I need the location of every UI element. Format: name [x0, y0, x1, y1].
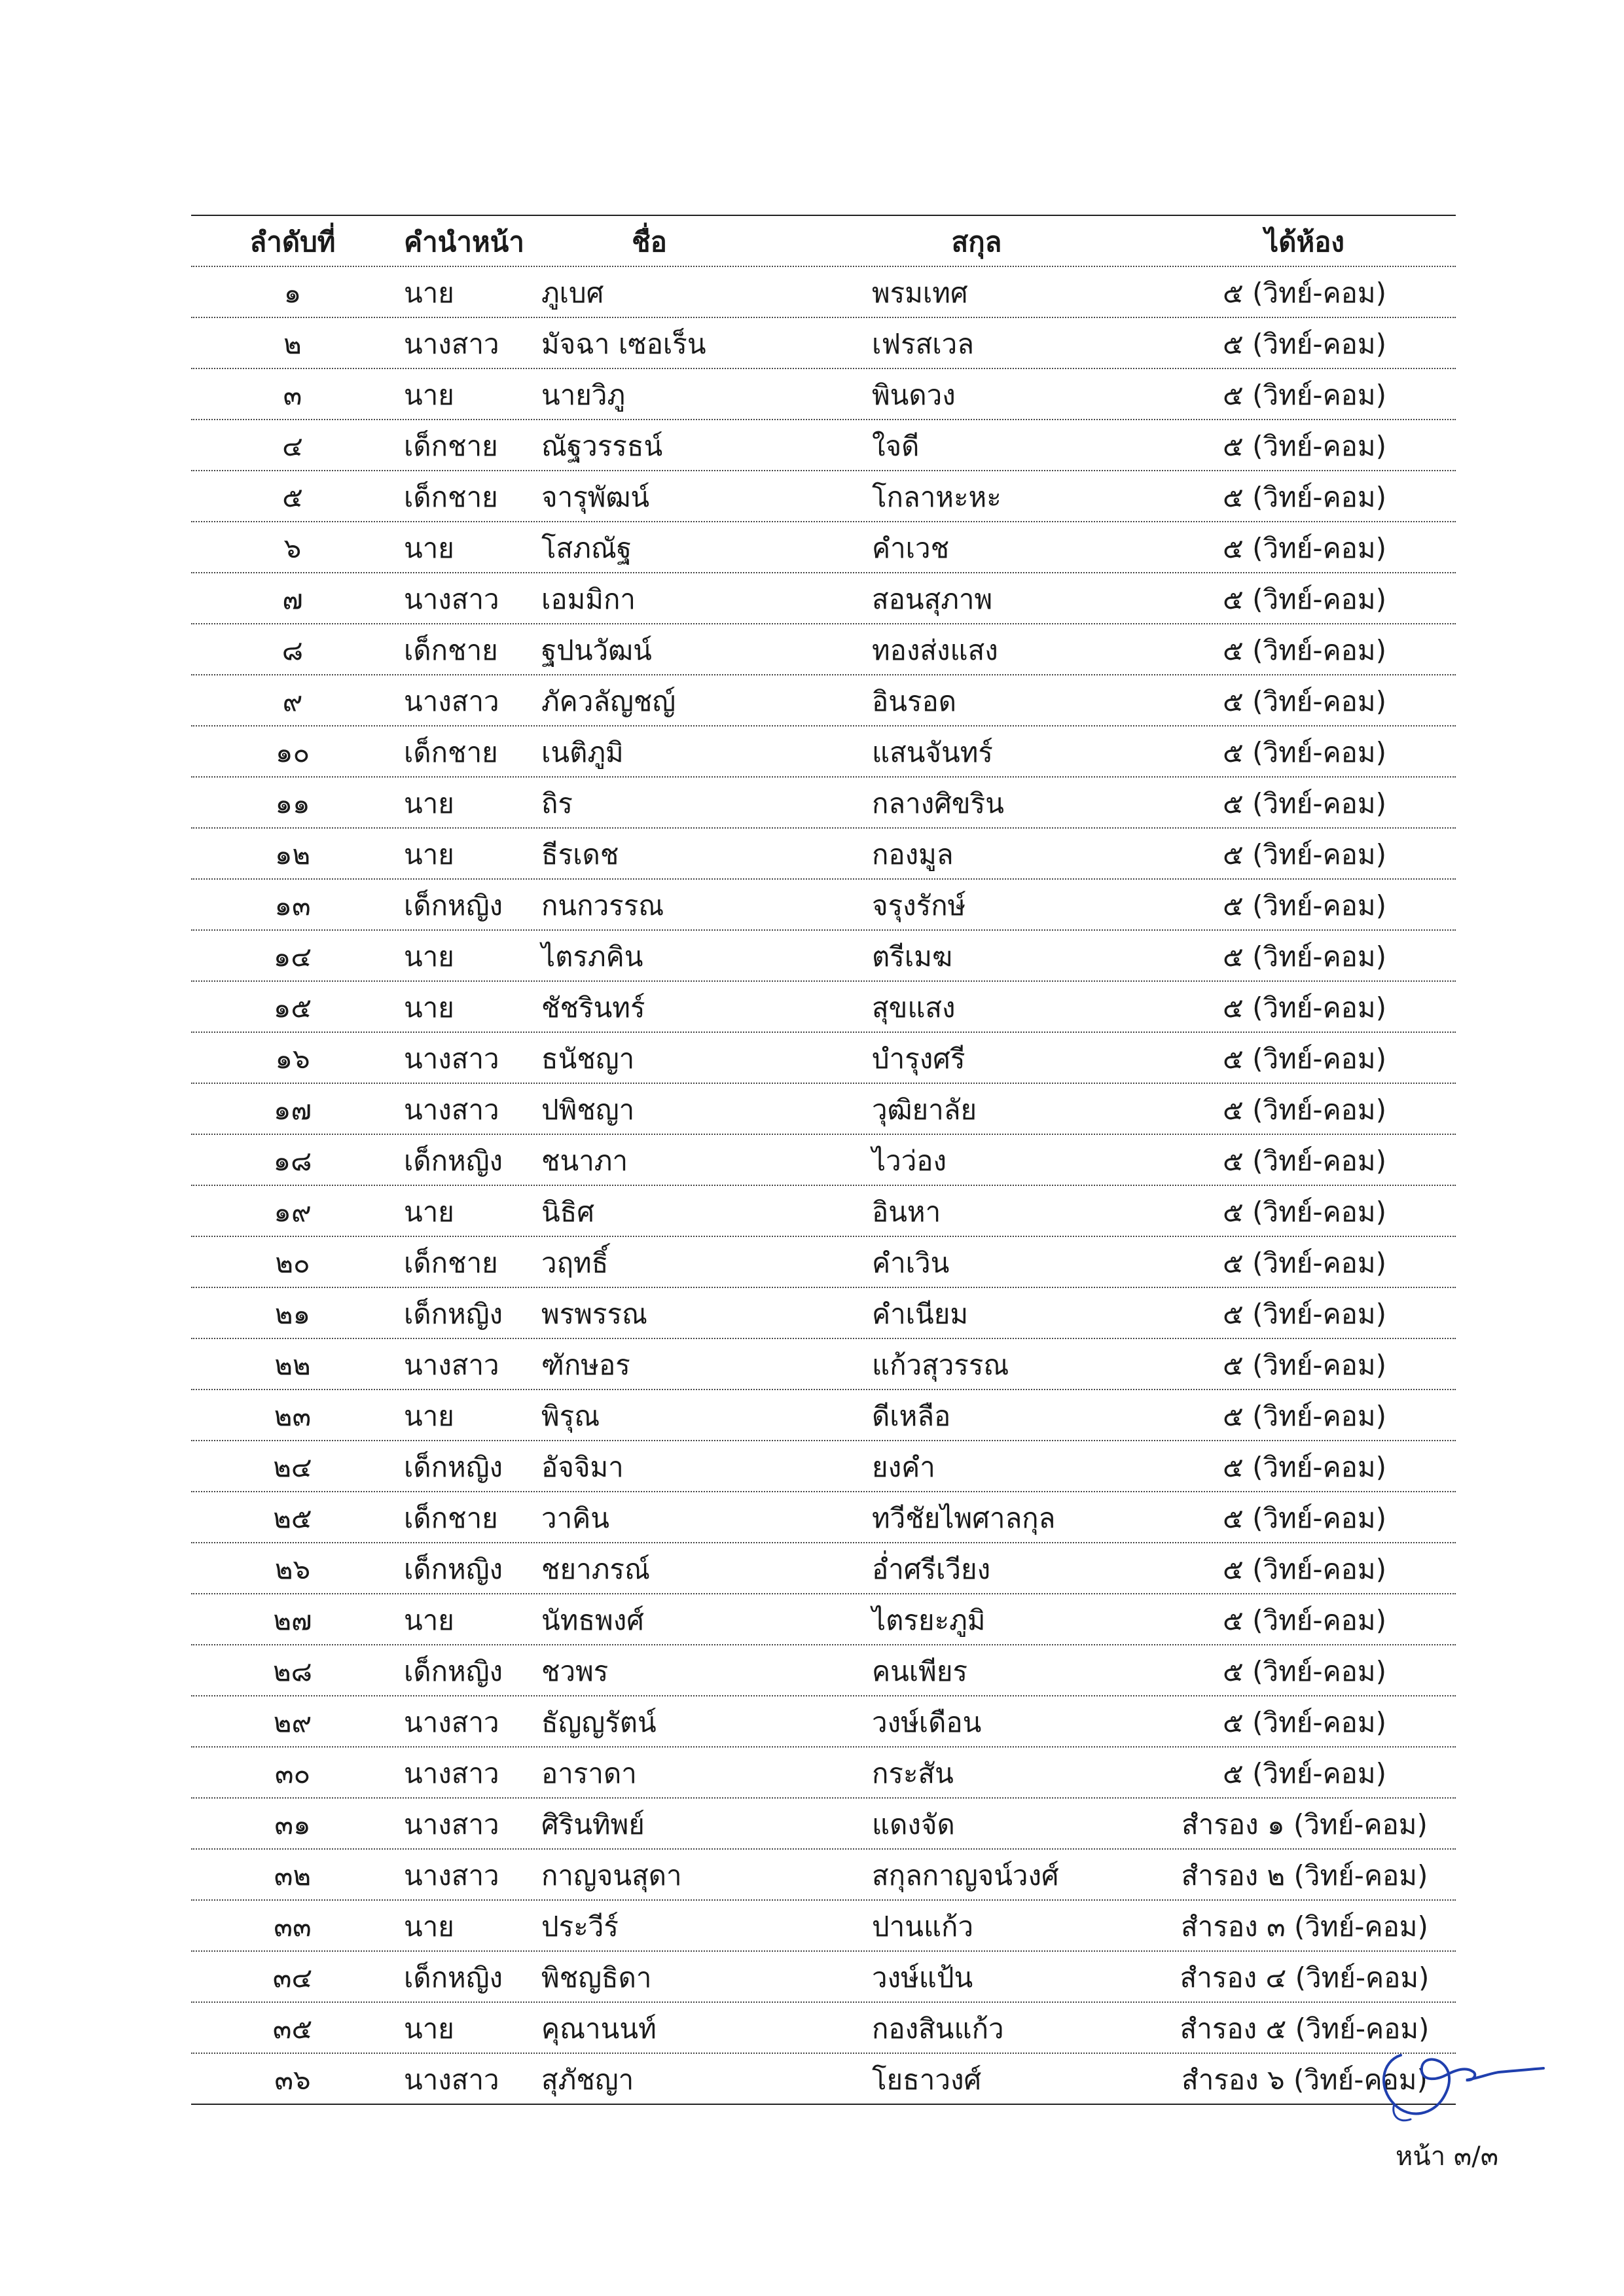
row-last-name: วงษ์เดือน	[872, 1706, 982, 1739]
row-first-name: วฤทธิ์	[541, 1247, 609, 1280]
row-first-name: ธนัชญา	[541, 1043, 635, 1075]
row-first-name: ฑักษอร	[541, 1349, 630, 1382]
row-first-name: มัจฉา เซอเร็น	[541, 328, 706, 361]
row-prefix: นาย	[404, 532, 454, 565]
row-first-name: โสภณัฐ	[541, 532, 632, 565]
row-room: ๕ (วิทย์-คอม)	[1223, 736, 1386, 769]
table-row	[191, 778, 1456, 829]
table-row	[191, 1339, 1456, 1390]
row-room: ๕ (วิทย์-คอม)	[1223, 1757, 1386, 1790]
table-row	[191, 1288, 1456, 1339]
table-row	[191, 1645, 1456, 1696]
table-row	[191, 726, 1456, 778]
row-last-name: คนเพียร	[872, 1655, 968, 1688]
row-prefix: นางสาว	[404, 328, 499, 361]
row-room: สำรอง ๒ (วิทย์-คอม)	[1181, 1859, 1428, 1892]
row-prefix: นาย	[404, 787, 454, 820]
row-prefix: เด็กหญิง	[404, 889, 503, 922]
table-row	[191, 1696, 1456, 1748]
row-room: ๕ (วิทย์-คอม)	[1223, 1502, 1386, 1535]
row-first-name: อัจจิมา	[541, 1451, 624, 1484]
row-prefix: เด็กหญิง	[404, 1298, 503, 1331]
row-prefix: เด็กหญิง	[404, 1655, 503, 1688]
row-index: ๑๑	[275, 787, 310, 820]
signature-mark	[1375, 2042, 1545, 2134]
table-row	[191, 1390, 1456, 1441]
table-row	[191, 1952, 1456, 2003]
row-room: ๕ (วิทย์-คอม)	[1223, 1349, 1386, 1382]
row-room: ๕ (วิทย์-คอม)	[1223, 634, 1386, 667]
row-first-name: ชวพร	[541, 1655, 609, 1688]
row-index: ๑๘	[273, 1145, 312, 1177]
row-last-name: อินหา	[872, 1196, 941, 1229]
row-last-name: ตรีเมฆ	[872, 941, 953, 973]
row-last-name: สุขแสง	[872, 992, 956, 1024]
row-last-name: สกุลกาญจน์วงศ์	[872, 1859, 1059, 1892]
row-last-name: วงษ์แป้น	[872, 1962, 973, 1994]
row-room: ๕ (วิทย์-คอม)	[1223, 379, 1386, 412]
row-prefix: นาย	[404, 277, 454, 310]
table-row	[191, 1135, 1456, 1186]
row-last-name: อ่ำศรีเวียง	[872, 1553, 991, 1586]
row-index: ๖	[283, 532, 302, 565]
row-first-name: ชัชรินทร์	[541, 992, 645, 1024]
row-first-name: ปพิชญา	[541, 1094, 635, 1126]
row-last-name: กระสัน	[872, 1757, 954, 1790]
row-prefix: นางสาว	[404, 583, 499, 616]
row-index: ๑๓	[274, 889, 311, 922]
row-prefix: นางสาว	[404, 685, 499, 718]
row-prefix: เด็กชาย	[404, 634, 498, 667]
row-prefix: เด็กชาย	[404, 1502, 498, 1535]
row-index: ๕	[282, 481, 303, 514]
row-last-name: คำเวช	[872, 532, 950, 565]
row-prefix: นางสาว	[404, 1094, 499, 1126]
row-index: ๓๓	[274, 1910, 312, 1943]
table-row	[191, 1799, 1456, 1850]
row-prefix: นางสาว	[404, 1706, 499, 1739]
table-row	[191, 573, 1456, 624]
row-first-name: ประวีร์	[541, 1910, 619, 1943]
table-row	[191, 1237, 1456, 1288]
row-index: ๒๙	[273, 1706, 312, 1739]
table-row	[191, 1084, 1456, 1135]
row-prefix: นาย	[404, 1910, 454, 1943]
student-room-table	[191, 215, 1456, 2105]
row-last-name: คำเนียม	[872, 1298, 969, 1331]
row-prefix: เด็กหญิง	[404, 1451, 503, 1484]
table-row	[191, 1594, 1456, 1645]
row-index: ๓๐	[274, 1757, 311, 1790]
row-prefix: นาย	[404, 1196, 454, 1229]
row-room: ๕ (วิทย์-คอม)	[1223, 328, 1386, 361]
row-last-name: แสนจันทร์	[872, 736, 993, 769]
row-last-name: พินดวง	[872, 379, 956, 412]
row-last-name: ไวว่อง	[872, 1145, 947, 1177]
row-index: ๒๒	[274, 1349, 311, 1382]
row-index: ๑๒	[274, 838, 311, 871]
row-prefix: เด็กชาย	[404, 481, 498, 514]
row-prefix: เด็กหญิง	[404, 1145, 503, 1177]
row-room: ๕ (วิทย์-คอม)	[1223, 1706, 1386, 1739]
table-row	[191, 624, 1456, 675]
row-prefix: เด็กหญิง	[404, 1553, 503, 1586]
row-first-name: นัทธพงศ์	[541, 1604, 644, 1637]
table-row	[191, 522, 1456, 573]
row-room: สำรอง ๕ (วิทย์-คอม)	[1180, 2013, 1430, 2045]
header-room: ได้ห้อง	[1265, 226, 1344, 259]
row-room: ๕ (วิทย์-คอม)	[1223, 992, 1386, 1024]
row-room: ๕ (วิทย์-คอม)	[1223, 277, 1386, 310]
row-prefix: นาย	[404, 992, 454, 1024]
table-row	[191, 675, 1456, 726]
row-last-name: ปานแก้ว	[872, 1910, 974, 1943]
row-last-name: อินรอด	[872, 685, 956, 718]
row-index: ๑๙	[274, 1196, 312, 1229]
row-room: ๕ (วิทย์-คอม)	[1223, 1655, 1386, 1688]
row-last-name: จรุงรักษ์	[872, 889, 966, 922]
table-row	[191, 267, 1456, 318]
row-first-name: ถิร	[541, 787, 573, 820]
row-index: ๘	[281, 634, 304, 667]
row-first-name: ชนาภา	[541, 1145, 628, 1177]
row-index: ๑๖	[275, 1043, 310, 1075]
row-first-name: คุณานนท์	[541, 2013, 657, 2045]
table-row	[191, 880, 1456, 931]
row-index: ๙	[282, 685, 303, 718]
table-row	[191, 1186, 1456, 1237]
row-last-name: ไตรยะภูมิ	[872, 1604, 986, 1637]
row-first-name: กนกวรรณ	[541, 889, 664, 922]
row-first-name: อาราดา	[541, 1757, 637, 1790]
row-last-name: ยงคำ	[872, 1451, 935, 1484]
row-room: ๕ (วิทย์-คอม)	[1223, 838, 1386, 871]
row-index: ๓๒	[274, 1859, 312, 1892]
table-row	[191, 1543, 1456, 1594]
row-room: ๕ (วิทย์-คอม)	[1223, 1400, 1386, 1433]
row-room: สำรอง ๔ (วิทย์-คอม)	[1180, 1962, 1430, 1994]
row-last-name: สอนสุภาพ	[872, 583, 993, 616]
table-row	[191, 1850, 1456, 1901]
row-first-name: พิรุณ	[541, 1400, 600, 1433]
table-row	[191, 318, 1456, 369]
table-row	[191, 829, 1456, 880]
row-prefix: นาย	[404, 1400, 454, 1433]
table-row	[191, 1492, 1456, 1543]
row-first-name: พรพรรณ	[541, 1298, 648, 1331]
row-prefix: นางสาว	[404, 1808, 499, 1841]
row-index: ๒๖	[274, 1553, 311, 1586]
row-prefix: นางสาว	[404, 1859, 499, 1892]
row-first-name: เนติภูมิ	[541, 736, 624, 769]
table-row	[191, 1748, 1456, 1799]
row-first-name: ธัญญรัตน์	[541, 1706, 657, 1739]
row-index: ๑๐	[275, 736, 310, 769]
row-first-name: นายวิภู	[541, 379, 626, 412]
row-prefix: นาย	[404, 1604, 454, 1637]
table-body	[191, 267, 1456, 2105]
row-last-name: เฟรสเวล	[872, 328, 974, 361]
row-room: ๕ (วิทย์-คอม)	[1223, 1451, 1386, 1484]
row-prefix: เด็กชาย	[404, 736, 498, 769]
row-last-name: บำรุงศรี	[872, 1043, 965, 1075]
row-room: สำรอง ๓ (วิทย์-คอม)	[1181, 1910, 1428, 1943]
row-index: ๑๗	[273, 1094, 312, 1126]
row-room: ๕ (วิทย์-คอม)	[1223, 1298, 1386, 1331]
row-index: ๑๔	[273, 941, 312, 973]
row-last-name: คำเวิน	[872, 1247, 950, 1280]
row-index: ๒๘	[272, 1655, 313, 1688]
row-index: ๒๗	[273, 1604, 312, 1637]
row-first-name: พิชญธิดา	[541, 1962, 652, 1994]
row-prefix: นางสาว	[404, 1349, 499, 1382]
table-row	[191, 420, 1456, 471]
row-room: ๕ (วิทย์-คอม)	[1223, 1094, 1386, 1126]
row-last-name: พรมเทศ	[872, 277, 968, 310]
row-first-name: วาคิน	[541, 1502, 609, 1535]
table-row	[191, 471, 1456, 522]
row-index: ๒๑	[274, 1298, 311, 1331]
row-index: ๓	[283, 379, 302, 412]
row-first-name: ไตรภคิน	[541, 941, 643, 973]
row-index: ๑๕	[273, 992, 312, 1024]
row-first-name: เอมมิกา	[541, 583, 636, 616]
row-first-name: สุภัชญา	[541, 2064, 634, 2096]
row-first-name: ศิรินทิพย์	[541, 1808, 645, 1841]
row-last-name: ทวีชัยไพศาลกุล	[872, 1502, 1056, 1535]
row-index: ๒	[283, 328, 302, 361]
row-first-name: จารุพัฒน์	[541, 481, 650, 514]
row-index: ๗	[282, 583, 303, 616]
row-prefix: นาย	[404, 941, 454, 973]
row-room: ๕ (วิทย์-คอม)	[1223, 889, 1386, 922]
header-last-name: สกุล	[951, 226, 1002, 259]
table-row	[191, 1441, 1456, 1492]
row-index: ๓๖	[274, 2064, 311, 2096]
row-index: ๓๑	[274, 1808, 311, 1841]
row-last-name: กลางศิขริน	[872, 787, 1004, 820]
row-room: ๕ (วิทย์-คอม)	[1223, 1043, 1386, 1075]
row-prefix: นาย	[404, 379, 454, 412]
row-index: ๔	[282, 430, 303, 463]
row-room: สำรอง ๖ (วิทย์-คอม)	[1182, 2064, 1428, 2096]
row-first-name: ชยาภรณ์	[541, 1553, 650, 1586]
row-room: ๕ (วิทย์-คอม)	[1223, 532, 1386, 565]
row-index: ๓๔	[272, 1962, 313, 1994]
row-last-name: แก้วสุวรรณ	[872, 1349, 1009, 1382]
table-header-row	[191, 216, 1456, 267]
row-room: ๕ (วิทย์-คอม)	[1223, 481, 1386, 514]
table-row	[191, 931, 1456, 982]
row-first-name: กาญจนสุดา	[541, 1859, 682, 1892]
row-index: ๒๐	[275, 1247, 310, 1280]
row-prefix: นางสาว	[404, 2064, 499, 2096]
row-room: ๕ (วิทย์-คอม)	[1223, 787, 1386, 820]
row-room: ๕ (วิทย์-คอม)	[1223, 430, 1386, 463]
row-last-name: กองมูล	[872, 838, 954, 871]
table-row	[191, 2054, 1456, 2105]
row-room: สำรอง ๑ (วิทย์-คอม)	[1182, 1808, 1428, 1841]
row-last-name: แดงจัด	[872, 1808, 955, 1841]
page-number: หน้า ๓/๓	[1396, 2142, 1499, 2172]
row-index: ๒๓	[274, 1400, 312, 1433]
row-first-name: ภัควลัญชญ์	[541, 685, 676, 718]
row-room: ๕ (วิทย์-คอม)	[1223, 583, 1386, 616]
row-room: ๕ (วิทย์-คอม)	[1223, 941, 1386, 973]
row-first-name: ณัฐวรรธน์	[541, 430, 663, 463]
table-row	[191, 369, 1456, 420]
row-last-name: โยธาวงศ์	[872, 2064, 982, 2096]
row-last-name: โกลาหะหะ	[872, 481, 1001, 514]
row-prefix: นางสาว	[404, 1043, 499, 1075]
row-prefix: นางสาว	[404, 1757, 499, 1790]
row-room: ๕ (วิทย์-คอม)	[1223, 1196, 1386, 1229]
table-row	[191, 2003, 1456, 2054]
row-last-name: วุฒิยาลัย	[872, 1094, 977, 1126]
row-room: ๕ (วิทย์-คอม)	[1223, 1604, 1386, 1637]
header-first-name: ชื่อ	[632, 226, 667, 259]
row-first-name: ภูเบศ	[541, 277, 604, 310]
table-row	[191, 982, 1456, 1033]
row-prefix: เด็กหญิง	[404, 1962, 503, 1994]
table-row	[191, 1901, 1456, 1952]
table-row	[191, 1033, 1456, 1084]
row-index: ๒๔	[273, 1451, 312, 1484]
row-prefix: เด็กชาย	[404, 430, 498, 463]
row-prefix: นาย	[404, 838, 454, 871]
row-room: ๕ (วิทย์-คอม)	[1223, 1553, 1386, 1586]
header-prefix: คำนำหน้า	[404, 226, 524, 259]
row-room: ๕ (วิทย์-คอม)	[1223, 1145, 1386, 1177]
row-room: ๕ (วิทย์-คอม)	[1223, 1247, 1386, 1280]
row-first-name: นิธิศ	[541, 1196, 595, 1229]
row-first-name: ธีรเดช	[541, 838, 619, 871]
row-first-name: ฐปนวัฒน์	[541, 634, 652, 667]
row-last-name: ทองส่งแสง	[872, 634, 998, 667]
row-last-name: ใจดี	[872, 430, 920, 463]
row-index: ๒๕	[273, 1502, 312, 1535]
row-last-name: กองสินแก้ว	[872, 2013, 1004, 2045]
header-index: ลำดับที่	[249, 226, 336, 259]
row-room: ๕ (วิทย์-คอม)	[1223, 685, 1386, 718]
row-last-name: ดีเหลือ	[872, 1400, 951, 1433]
row-prefix: เด็กชาย	[404, 1247, 498, 1280]
row-index: ๓๕	[272, 2013, 313, 2045]
row-prefix: นาย	[404, 2013, 454, 2045]
row-index: ๑	[283, 277, 302, 310]
